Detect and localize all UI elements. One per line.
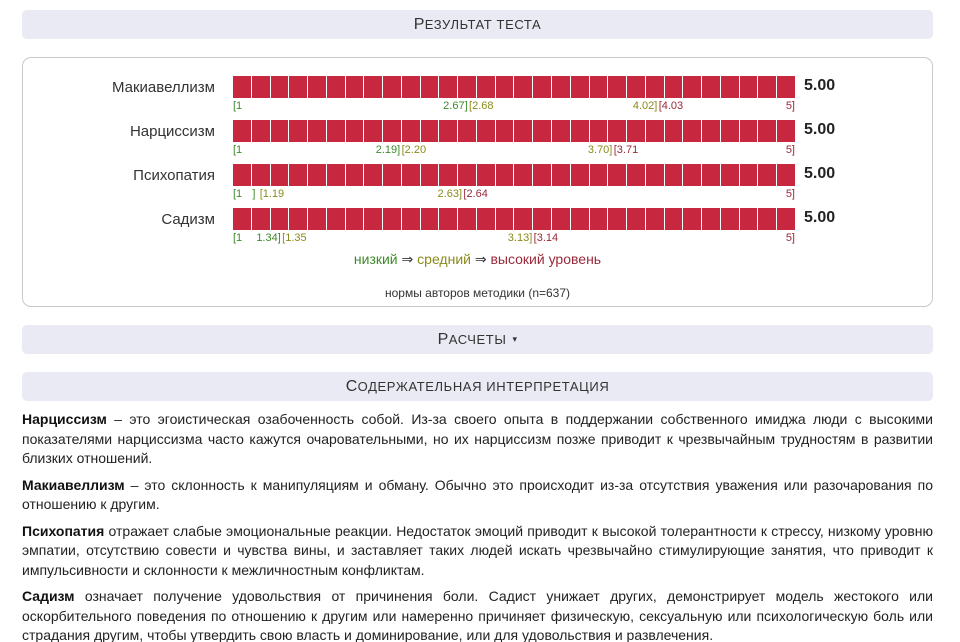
bar-segment bbox=[458, 208, 477, 230]
interp-term: Нарциссизм bbox=[22, 411, 107, 427]
bar-segment bbox=[421, 76, 440, 98]
legend-low: низкий bbox=[353, 251, 398, 267]
bar-segment bbox=[514, 76, 533, 98]
bar-segment bbox=[327, 76, 346, 98]
bar-segment bbox=[702, 208, 721, 230]
bar-segment bbox=[777, 208, 795, 230]
bar-segment bbox=[308, 120, 327, 142]
norm-boundary-label: 2.19] bbox=[375, 144, 401, 156]
bar-segment bbox=[665, 120, 684, 142]
result-panel bbox=[22, 57, 933, 307]
scale-bar bbox=[233, 164, 795, 186]
bar-segment bbox=[346, 120, 365, 142]
bar-segment bbox=[627, 76, 646, 98]
bar-segment bbox=[308, 208, 327, 230]
bar-segment bbox=[327, 120, 346, 142]
bar-segment bbox=[627, 120, 646, 142]
bar-segment bbox=[458, 164, 477, 186]
bar-segment bbox=[740, 208, 759, 230]
bar-segment bbox=[571, 208, 590, 230]
bar-segment bbox=[683, 208, 702, 230]
bar-segment bbox=[477, 164, 496, 186]
legend-arrow-2: ⇒ bbox=[470, 251, 491, 267]
bar-segment bbox=[271, 164, 290, 186]
bar-segment bbox=[289, 164, 308, 186]
bar-segment bbox=[740, 120, 759, 142]
bar-segment bbox=[289, 120, 308, 142]
bar-segment bbox=[721, 208, 740, 230]
bar-segment bbox=[533, 120, 552, 142]
bar-segment bbox=[608, 76, 627, 98]
norm-boundary-label: [2.68 bbox=[469, 100, 494, 112]
scale-score: 5.00 bbox=[804, 77, 836, 94]
scale-score: 5.00 bbox=[804, 165, 836, 182]
norm-boundary-label: [2.20 bbox=[401, 144, 427, 156]
bar-segment bbox=[496, 208, 515, 230]
interp-paragraph-sadism bbox=[22, 587, 933, 642]
interp-paragraph-machiavellianism bbox=[22, 476, 933, 515]
bar-segment bbox=[702, 76, 721, 98]
bar-segment bbox=[477, 208, 496, 230]
bar-segment bbox=[683, 76, 702, 98]
norm-boundary-label: [1.35 bbox=[282, 232, 307, 244]
scale-label: Макиавеллизм bbox=[111, 79, 215, 96]
interp-paragraph-psychopathy bbox=[22, 522, 933, 581]
bar-segment bbox=[477, 76, 496, 98]
legend-mid: средний bbox=[417, 251, 471, 267]
scale-label: Садизм bbox=[161, 211, 215, 228]
bar-segment bbox=[608, 208, 627, 230]
norm-boundary-label: 2.63] bbox=[437, 188, 463, 200]
bar-segment bbox=[552, 120, 571, 142]
interp-paragraph-narcissism bbox=[22, 410, 933, 469]
bar-segment bbox=[271, 208, 290, 230]
interp-body: отражает слабые эмоциональные реакции. Недостаток эмоций приводит к высокой толерантности к стрессу, низкому уровню эмпатии, отсутствию совести и чувства вины, и заставляет таких людей искать чрезвычайно стимулирующие занятия, что приводит к импульсивности и склонности к межличностным конфликтам. bbox=[22, 522, 933, 578]
bar-segment bbox=[683, 164, 702, 186]
bar-segment bbox=[402, 208, 421, 230]
interp-term: Макиавеллизм bbox=[22, 476, 125, 493]
norm-boundary-label: ] bbox=[252, 188, 256, 200]
bar-segment bbox=[571, 76, 590, 98]
bar-segment bbox=[233, 208, 252, 230]
bar-segment bbox=[758, 76, 777, 98]
bar-segment bbox=[758, 164, 777, 186]
scale-bar bbox=[233, 76, 795, 98]
bar-segment bbox=[496, 76, 515, 98]
bar-segment bbox=[233, 76, 252, 98]
legend-arrow-1: ⇒ bbox=[397, 251, 418, 267]
scale-label: Нарциссизм bbox=[129, 123, 215, 140]
legend-high: высокий уровень bbox=[490, 251, 602, 267]
bar-segment bbox=[439, 76, 458, 98]
bar-segment bbox=[327, 208, 346, 230]
interp-header-initial: С bbox=[345, 377, 358, 395]
norm-boundary-label: 5] bbox=[785, 188, 795, 200]
bar-segment bbox=[665, 76, 684, 98]
bar-segment bbox=[364, 164, 383, 186]
norm-boundary-label: [1 bbox=[233, 188, 243, 200]
norm-boundary-label: 4.02] bbox=[632, 100, 658, 112]
bar-segment bbox=[552, 208, 571, 230]
bar-segment bbox=[271, 120, 290, 142]
bar-segment bbox=[271, 76, 290, 98]
scale-label: Психопатия bbox=[133, 167, 215, 184]
norm-boundary-label: [1 bbox=[233, 232, 243, 244]
result-header-text: ЕЗУЛЬТАТ ТЕСТА bbox=[424, 17, 542, 32]
interp-term: Психопатия bbox=[22, 522, 105, 539]
level-legend bbox=[23, 251, 932, 268]
bar-segment bbox=[402, 164, 421, 186]
bar-segment bbox=[346, 76, 365, 98]
bar-segment bbox=[590, 120, 609, 142]
scale-score: 5.00 bbox=[804, 209, 836, 226]
scale-bar bbox=[233, 120, 795, 142]
interp-body: – это эгоистическая озабоченность собой. Из-за своего опыта в поддержании собственного имиджа люди с высокими показателями нарциссизма часто кажутся очаровательными, но их нарциссизм позже приводит к чрезвычайным трудностям в развитии близких отношений. bbox=[22, 411, 933, 466]
bar-segment bbox=[571, 164, 590, 186]
norm-boundary-label: 3.13] bbox=[507, 232, 533, 244]
norm-boundary-label: 5] bbox=[785, 100, 795, 112]
norm-boundary-label: 5] bbox=[785, 232, 795, 244]
interpretation-header bbox=[22, 372, 933, 401]
bar-segment bbox=[439, 208, 458, 230]
bar-segment bbox=[665, 208, 684, 230]
bar-segment bbox=[571, 120, 590, 142]
bar-segment bbox=[402, 76, 421, 98]
bar-segment bbox=[590, 76, 609, 98]
bar-segment bbox=[646, 164, 665, 186]
result-header bbox=[22, 10, 933, 39]
bar-segment bbox=[777, 164, 795, 186]
bar-segment bbox=[702, 164, 721, 186]
bar-segment bbox=[552, 76, 571, 98]
bar-segment bbox=[590, 208, 609, 230]
bar-segment bbox=[721, 76, 740, 98]
bar-segment bbox=[308, 76, 327, 98]
bar-segment bbox=[777, 76, 795, 98]
bar-segment bbox=[346, 164, 365, 186]
bar-segment bbox=[233, 120, 252, 142]
calculations-toggle[interactable] bbox=[22, 325, 933, 354]
norm-boundary-label: [3.14 bbox=[533, 232, 559, 244]
bar-segment bbox=[533, 164, 552, 186]
calc-header-text: АСЧЕТЫ bbox=[448, 332, 507, 347]
bar-segment bbox=[383, 76, 402, 98]
bar-segment bbox=[646, 120, 665, 142]
bar-segment bbox=[364, 120, 383, 142]
bar-segment bbox=[665, 164, 684, 186]
bar-segment bbox=[552, 164, 571, 186]
bar-segment bbox=[683, 120, 702, 142]
bar-segment bbox=[439, 164, 458, 186]
bar-segment bbox=[364, 76, 383, 98]
scale-score: 5.00 bbox=[804, 121, 836, 138]
bar-segment bbox=[740, 164, 759, 186]
bar-segment bbox=[439, 120, 458, 142]
bar-segment bbox=[421, 208, 440, 230]
norm-boundary-label: 1.34] bbox=[256, 232, 281, 244]
result-header-initial: Р bbox=[413, 15, 425, 33]
bar-segment bbox=[252, 164, 271, 186]
bar-segment bbox=[758, 208, 777, 230]
norm-boundary-label: 3.70] bbox=[587, 144, 613, 156]
bar-segment bbox=[233, 164, 252, 186]
scale-bar bbox=[233, 208, 795, 230]
bar-segment bbox=[421, 120, 440, 142]
bar-segment bbox=[308, 164, 327, 186]
norm-boundary-label: [1 bbox=[233, 144, 243, 156]
bar-segment bbox=[252, 76, 271, 98]
norm-boundary-label: [1.19 bbox=[259, 188, 285, 200]
bar-segment bbox=[777, 120, 795, 142]
interp-term: Садизм bbox=[22, 588, 75, 604]
bar-segment bbox=[627, 208, 646, 230]
bar-segment bbox=[608, 164, 627, 186]
bar-segment bbox=[533, 208, 552, 230]
bar-segment bbox=[608, 120, 627, 142]
bar-segment bbox=[496, 120, 515, 142]
bar-segment bbox=[702, 120, 721, 142]
bar-segment bbox=[590, 164, 609, 186]
bar-segment bbox=[252, 208, 271, 230]
interp-header-text: ОДЕРЖАТЕЛЬНАЯ ИНТЕРПРЕТАЦИЯ bbox=[357, 379, 610, 394]
norm-boundary-label: [4.03 bbox=[658, 100, 684, 112]
bar-segment bbox=[477, 120, 496, 142]
interp-body: означает получение удовольствия от причинения боли. Садист унижает других, демонстрирует модель жестокого или оскорбительного поведения по отношению к другим или намеренно причиняет физическую, сексуальную или психологическую боль или страдания другим, чтобы утвердить свою власть и доминирование, или для удовольствия и развлечения. bbox=[22, 588, 933, 642]
norm-boundary-label: 5] bbox=[785, 144, 795, 156]
bar-segment bbox=[458, 76, 477, 98]
bar-segment bbox=[289, 76, 308, 98]
bar-segment bbox=[627, 164, 646, 186]
bar-segment bbox=[721, 120, 740, 142]
interp-body: – это склонность к манипуляциям и обману. Обычно это происходит из-за отсутствия уважения или разочарования по отношению к другим. bbox=[22, 476, 933, 512]
bar-segment bbox=[721, 164, 740, 186]
bar-segment bbox=[252, 120, 271, 142]
bar-segment bbox=[364, 208, 383, 230]
bar-segment bbox=[740, 76, 759, 98]
calc-header-initial: Р bbox=[437, 330, 449, 348]
bar-segment bbox=[514, 120, 533, 142]
bar-segment bbox=[646, 208, 665, 230]
bar-segment bbox=[346, 208, 365, 230]
bar-segment bbox=[421, 164, 440, 186]
bar-segment bbox=[383, 208, 402, 230]
norms-source-note: нормы авторов методики (n=637) bbox=[384, 286, 571, 300]
norm-boundary-label: 2.67] bbox=[443, 100, 468, 112]
bar-segment bbox=[383, 120, 402, 142]
bar-segment bbox=[758, 120, 777, 142]
bar-segment bbox=[383, 164, 402, 186]
bar-segment bbox=[458, 120, 477, 142]
bar-segment bbox=[496, 164, 515, 186]
bar-segment bbox=[514, 208, 533, 230]
norm-boundary-label: [2.64 bbox=[463, 188, 488, 200]
interpretation-text bbox=[22, 410, 933, 642]
bar-segment bbox=[646, 76, 665, 98]
norm-boundary-label: [1 bbox=[233, 100, 243, 112]
norm-boundary-label: [3.71 bbox=[613, 144, 639, 156]
bar-segment bbox=[402, 120, 421, 142]
caret-down-icon: ▾ bbox=[512, 334, 518, 344]
bar-segment bbox=[533, 76, 552, 98]
bar-segment bbox=[514, 164, 533, 186]
bar-segment bbox=[327, 164, 346, 186]
bar-segment bbox=[289, 208, 308, 230]
